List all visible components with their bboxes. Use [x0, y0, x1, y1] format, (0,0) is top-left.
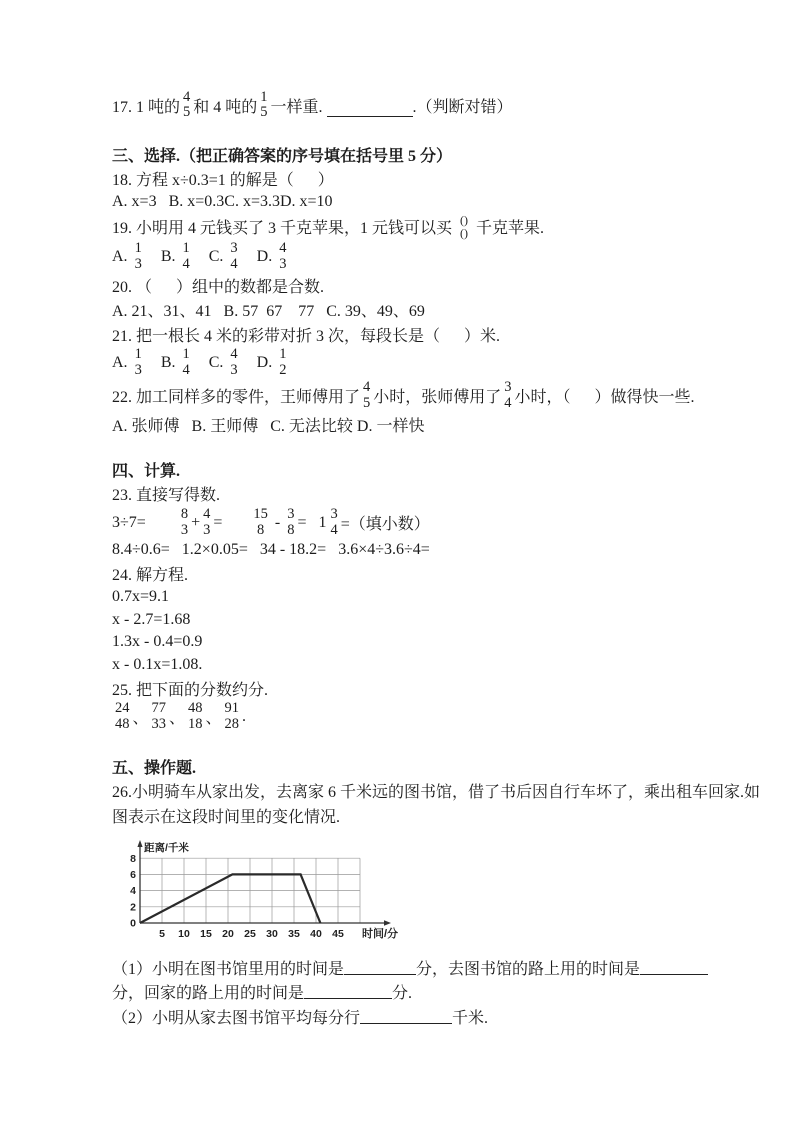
text-run: （1）小明在图书馆里用的时间是	[112, 960, 345, 978]
y-tick-label: 8	[130, 852, 136, 865]
x-tick-label: 45	[332, 927, 344, 940]
text-run: A.	[112, 247, 132, 265]
section-calc-header	[112, 458, 723, 481]
numerator: 15	[253, 505, 268, 522]
question-24-eq-3	[112, 632, 723, 653]
numerator: 3	[330, 505, 338, 522]
text-run: 0.7x=9.1	[112, 588, 170, 606]
question-20	[112, 274, 723, 297]
text-run: D.	[240, 247, 277, 265]
exam-body-bottom	[112, 956, 723, 1028]
x-axis-arrow	[384, 920, 391, 925]
numerator: 77	[151, 700, 167, 717]
x-axis-label: 时间/分	[362, 927, 399, 940]
numerator: 1	[182, 346, 190, 363]
denominator: 3	[134, 255, 142, 272]
text-run: 21. 把一根长 4 米的彩带对折 3 次，每段长是（ ）米.	[112, 327, 501, 345]
y-axis-label: 距离/千米	[144, 841, 189, 854]
text-run: =（填小数）	[340, 516, 430, 534]
x-tick-label: 35	[288, 927, 300, 940]
fraction	[230, 347, 237, 378]
fraction	[230, 241, 237, 272]
fraction	[363, 380, 370, 411]
empty-paren-fraction	[460, 214, 468, 239]
numerator: 1	[279, 346, 287, 363]
question-17	[112, 90, 723, 121]
denominator: 5	[363, 394, 371, 411]
exam-body-top	[112, 88, 761, 827]
answer-blank	[327, 116, 413, 117]
question-25	[112, 677, 723, 700]
question-22	[112, 380, 723, 411]
denominator: 2	[279, 361, 287, 378]
numerator: 4	[363, 379, 371, 396]
text-run: 19. 小明用 4 元钱买了 3 千克苹果，1 元钱可以买	[112, 220, 457, 238]
fraction	[152, 701, 167, 732]
text-run: 分.	[392, 985, 413, 1003]
fraction	[183, 90, 190, 121]
question-19-options	[112, 241, 723, 272]
numerator: 48	[188, 700, 203, 717]
text-run: 1.3x - 0.4=0.9	[112, 633, 203, 651]
numerator: 3	[230, 240, 238, 256]
text-run: A.	[112, 353, 132, 371]
text-run: 千克苹果.	[472, 220, 545, 238]
question-18	[112, 167, 723, 190]
y-tick-label: 4	[130, 884, 136, 897]
text-run: +	[191, 513, 201, 531]
denominator: 18	[188, 715, 203, 732]
numerator: 1	[134, 240, 142, 256]
text-run: B.	[144, 353, 180, 371]
text-run: 25. 把下面的分数约分.	[112, 681, 269, 699]
y-axis-arrow	[137, 840, 142, 847]
text-run: 17. 1 吨的	[112, 98, 181, 116]
text-run: 、	[132, 710, 149, 728]
text-run: =	[297, 513, 319, 531]
denominator: ()	[460, 225, 469, 240]
x-tick-label: 15	[200, 927, 212, 940]
text-run: 3÷7=	[112, 513, 178, 531]
distance-line	[140, 874, 320, 923]
text-run: .（判断对错）	[412, 98, 513, 116]
numerator: 1	[182, 240, 190, 256]
numerator: 8	[180, 505, 189, 522]
fraction	[182, 347, 189, 378]
fraction	[115, 701, 130, 732]
question-23-row-1	[112, 507, 723, 538]
denominator: 4	[230, 255, 238, 272]
fraction	[504, 380, 511, 411]
distance-time-chart	[114, 835, 723, 952]
mixed-number	[318, 507, 340, 538]
text-run: A. x=3 B. x=0.3C. x=3.3D. x=10	[112, 193, 333, 211]
denominator: 8	[287, 521, 295, 538]
fraction	[135, 347, 142, 378]
question-24-eq-4	[112, 654, 723, 675]
denominator: 3	[180, 521, 189, 538]
y-tick-label: 2	[130, 900, 136, 913]
question-23	[112, 482, 723, 505]
text-run: 图表示在这段时间里的变化情况.	[112, 808, 341, 826]
question-20-options	[112, 298, 723, 321]
text-run: 20. （ ）组中的数都是合数.	[112, 278, 325, 296]
numerator: 4	[183, 88, 191, 105]
text-run: x - 2.7=1.68	[112, 610, 191, 628]
text-run: 一样重.	[270, 98, 327, 116]
numerator: 1	[134, 346, 142, 363]
text-run: -	[270, 513, 285, 531]
question-26-sub-2	[112, 1005, 723, 1028]
text-run: C.	[192, 353, 228, 371]
text-run: 四、计算.	[112, 462, 181, 480]
x-tick-label: 25	[244, 927, 256, 940]
x-tick-label: 5	[159, 927, 165, 940]
question-19	[112, 214, 723, 239]
fraction	[279, 347, 286, 378]
text-run: 千米.	[452, 1009, 489, 1027]
numerator: 4	[203, 505, 211, 522]
fraction	[287, 507, 294, 538]
text-run: 、	[169, 710, 186, 728]
x-tick-label: 30	[266, 927, 278, 940]
fraction	[182, 241, 189, 272]
answer-blank	[304, 998, 392, 999]
text-run: 26.小明骑车从家出发，去离家 6 千米远的图书馆，借了书后因自行车坏了，乘出租车回家.如	[112, 784, 761, 802]
whole-number: 1	[318, 513, 327, 531]
denominator: 3	[134, 361, 142, 378]
denominator: 4	[182, 361, 190, 378]
section-operation-header	[112, 755, 723, 778]
text-run: .	[242, 707, 247, 725]
text-run: 小时，张师傅用了	[373, 389, 502, 407]
numerator: 24	[115, 700, 130, 717]
text-run: 22. 加工同样多的零件，王师傅用了	[112, 389, 361, 407]
text-run: 18. 方程 x÷0.3=1 的解是（ ）	[112, 172, 334, 190]
text-run: =	[213, 513, 251, 531]
denominator: 5	[183, 104, 191, 121]
denominator: 3	[230, 361, 238, 378]
numerator: ()	[460, 213, 469, 228]
answer-blank	[640, 974, 708, 975]
text-run: x - 0.1x=1.08.	[112, 655, 203, 673]
text-run: 三、选择.（把正确答案的序号填在括号里 5 分）	[112, 147, 453, 165]
text-run: 分，去图书馆的路上用的时间是	[416, 960, 641, 978]
text-run: D.	[240, 353, 277, 371]
fraction	[135, 241, 142, 272]
answer-blank	[360, 1023, 452, 1024]
text-run: 小时，（ ）做得快一些.	[514, 389, 695, 407]
question-21-options	[112, 347, 723, 378]
question-23-row-2	[112, 540, 723, 561]
text-run: 24. 解方程.	[112, 567, 189, 585]
denominator: 4	[182, 255, 190, 272]
numerator: 3	[504, 379, 512, 396]
text-run: 分，回家的路上用的时间是	[112, 985, 305, 1003]
text-run: 五、操作题.	[112, 759, 197, 777]
text-run: C.	[192, 247, 228, 265]
fraction	[253, 507, 268, 538]
denominator: 4	[330, 521, 338, 538]
denominator: 3	[203, 521, 211, 538]
numerator: 4	[230, 346, 238, 363]
question-25-fractions	[112, 701, 723, 732]
question-26-line-2	[112, 804, 723, 827]
question-22-options	[112, 413, 723, 436]
fraction	[203, 507, 210, 538]
y-tick-label: 0	[130, 917, 136, 930]
fraction	[188, 701, 203, 732]
numerator: 1	[260, 88, 268, 105]
x-tick-label: 20	[222, 927, 234, 940]
text-run: 和 4 吨的	[193, 98, 258, 116]
denominator: 4	[504, 394, 512, 411]
distance-time-chart-svg	[114, 835, 414, 947]
question-24-eq-1	[112, 587, 723, 608]
question-26-line-1	[112, 779, 761, 802]
fraction	[260, 90, 267, 121]
question-24-eq-2	[112, 609, 723, 630]
x-tick-label: 40	[310, 927, 322, 940]
question-26-sub-1-line-2	[112, 980, 723, 1003]
fraction	[330, 507, 337, 538]
denominator: 28	[224, 715, 240, 732]
numerator: 91	[224, 700, 240, 717]
text-run: （2）小明从家去图书馆平均每分行	[112, 1009, 361, 1027]
fraction	[279, 241, 286, 272]
fraction	[225, 701, 240, 732]
question-24	[112, 562, 723, 585]
y-tick-label: 6	[130, 868, 136, 881]
denominator: 5	[260, 104, 268, 121]
x-tick-label: 10	[178, 927, 190, 940]
text-run: 8.4÷0.6= 1.2×0.05= 34 - 18.2= 3.6×4÷3.6÷4=	[112, 541, 430, 559]
question-26-sub-1-line-1	[112, 956, 723, 979]
text-run: A. 张师傅 B. 王师傅 C. 无法比较 D. 一样快	[112, 417, 425, 435]
denominator: 3	[279, 255, 287, 272]
numerator: 4	[279, 240, 287, 256]
text-run: B.	[144, 247, 180, 265]
text-run: A. 21、31、41 B. 57 67 77 C. 39、49、69	[112, 303, 425, 321]
text-run: 、	[205, 710, 222, 728]
denominator: 8	[257, 521, 265, 538]
answer-blank	[344, 974, 416, 975]
denominator: 48	[115, 715, 130, 732]
denominator: 33	[151, 715, 167, 732]
numerator: 3	[287, 505, 295, 522]
text-run: 23. 直接写得数.	[112, 487, 221, 505]
section-choice-header	[112, 143, 723, 166]
question-21	[112, 323, 723, 346]
fraction	[181, 507, 188, 538]
question-18-options	[112, 192, 723, 213]
